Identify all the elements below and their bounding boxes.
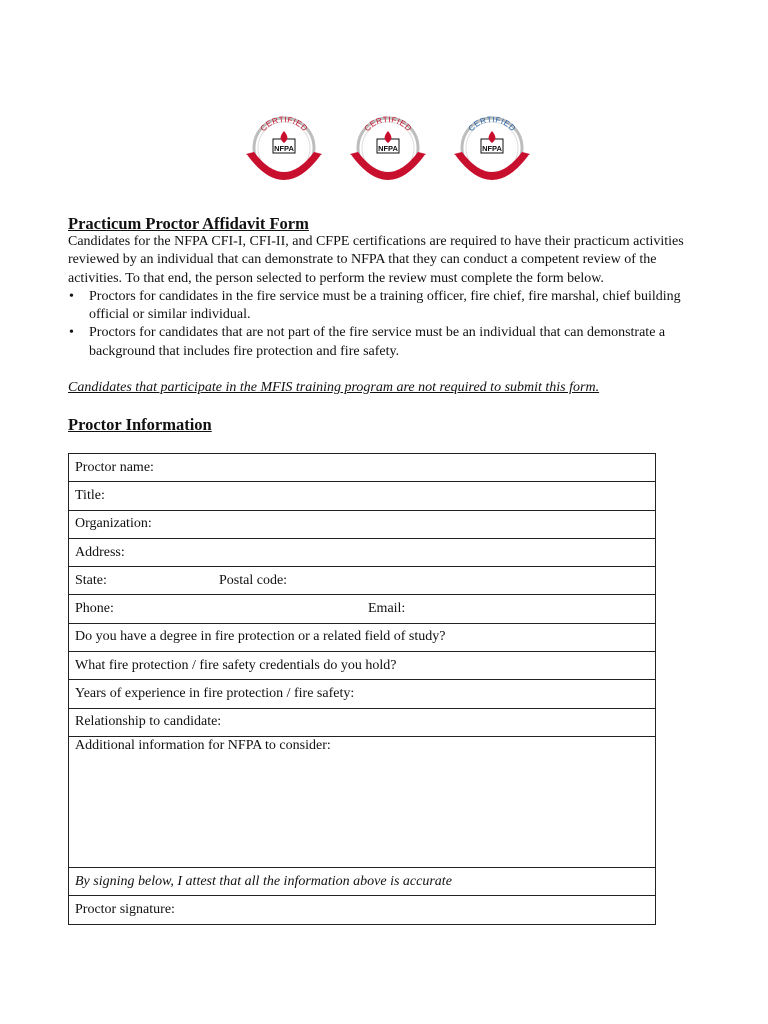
- table-row: [69, 482, 656, 510]
- form-intro-section: [68, 214, 708, 434]
- table-row: [69, 708, 656, 736]
- requirements-list: [68, 288, 708, 361]
- table-row: [69, 538, 656, 566]
- svg-text:NFPA: NFPA: [482, 144, 502, 153]
- table-row: [69, 595, 656, 623]
- table-row: [69, 623, 656, 651]
- svg-text:FIRE PLAN EXAMINER: FIRE PLAN EXAMINER: [462, 169, 522, 190]
- svg-text:FIRE INSPECTOR II: FIRE INSPECTOR II: [361, 173, 415, 190]
- mfis-note: Candidates that participate in the MFIS training program are not required to submit this form.: [68, 380, 600, 396]
- table-row: [69, 510, 656, 538]
- bullet-icon: •: [69, 288, 74, 304]
- badge-seal: [450, 108, 534, 192]
- badge-fire-plan-examiner: [450, 108, 534, 192]
- certification-logos: [0, 108, 768, 192]
- badge-seal: [346, 108, 430, 192]
- state-label: State:: [75, 572, 107, 588]
- svg-text:CERTIFIED: CERTIFIED: [466, 114, 518, 134]
- svg-text:FIRE INSPECTOR I: FIRE INSPECTOR I: [258, 173, 310, 190]
- badge-fire-inspector-2: [346, 108, 430, 192]
- credentials-field[interactable]: What fire protection / fire safety credentials do you hold?: [69, 652, 656, 680]
- attest-statement: By signing below, I attest that all the information above is accurate: [69, 867, 656, 895]
- table-row: [69, 454, 656, 482]
- degree-field[interactable]: Do you have a degree in fire protection or a related field of study?: [69, 623, 656, 651]
- phone-email-field[interactable]: [69, 595, 656, 623]
- postal-code-label: Postal code:: [219, 572, 288, 588]
- bullet-icon: •: [69, 325, 74, 341]
- table-row: [69, 736, 656, 867]
- proctor-info-table: [68, 453, 656, 925]
- badge-fire-inspector-1: [242, 108, 326, 192]
- svg-text:CERTIFIED: CERTIFIED: [258, 114, 310, 134]
- experience-field[interactable]: Years of experience in fire protection / fire safety:: [69, 680, 656, 708]
- table-row: [69, 896, 656, 924]
- table-row: [69, 867, 656, 895]
- phone-label: Phone:: [75, 601, 114, 617]
- svg-text:NFPA: NFPA: [378, 144, 398, 153]
- email-label: Email:: [368, 601, 406, 617]
- proctor-name-field[interactable]: Proctor name:: [69, 454, 656, 482]
- list-item: • Proctors for candidates that are not part of the fire service must be an individual that can demonstrate a background that includes fire protection and fire safety.: [69, 325, 666, 359]
- signature-field[interactable]: Proctor signature:: [69, 896, 656, 924]
- state-postal-field[interactable]: [69, 567, 656, 595]
- list-item: • Proctors for candidates in the fire service must be a training officer, fire chief, fire marshal, chief building official or similar individual.: [69, 288, 681, 323]
- proctor-section-title: Proctor Information: [68, 415, 212, 435]
- title-field[interactable]: Title:: [69, 482, 656, 510]
- svg-text:NFPA: NFPA: [274, 144, 294, 153]
- table-row: [69, 567, 656, 595]
- intro-paragraph: Candidates for the NFPA CFI-I, CFI-II, and CFPE certifications are required to have their practicum activities reviewed by an individual that can demonstrate to NFPA that they can conduct a competent review of the activities. To that end, the person selected to perform the review must complete the form below.: [68, 234, 684, 286]
- table-row: [69, 652, 656, 680]
- additional-info-field[interactable]: Additional information for NFPA to consider:: [69, 736, 656, 867]
- relationship-field[interactable]: Relationship to candidate:: [69, 708, 656, 736]
- organization-field[interactable]: Organization:: [69, 510, 656, 538]
- table-row: [69, 680, 656, 708]
- badge-seal: [242, 108, 326, 192]
- form-title: Practicum Proctor Affidavit Form: [68, 214, 309, 233]
- address-field[interactable]: Address:: [69, 538, 656, 566]
- svg-text:CERTIFIED: CERTIFIED: [362, 114, 414, 134]
